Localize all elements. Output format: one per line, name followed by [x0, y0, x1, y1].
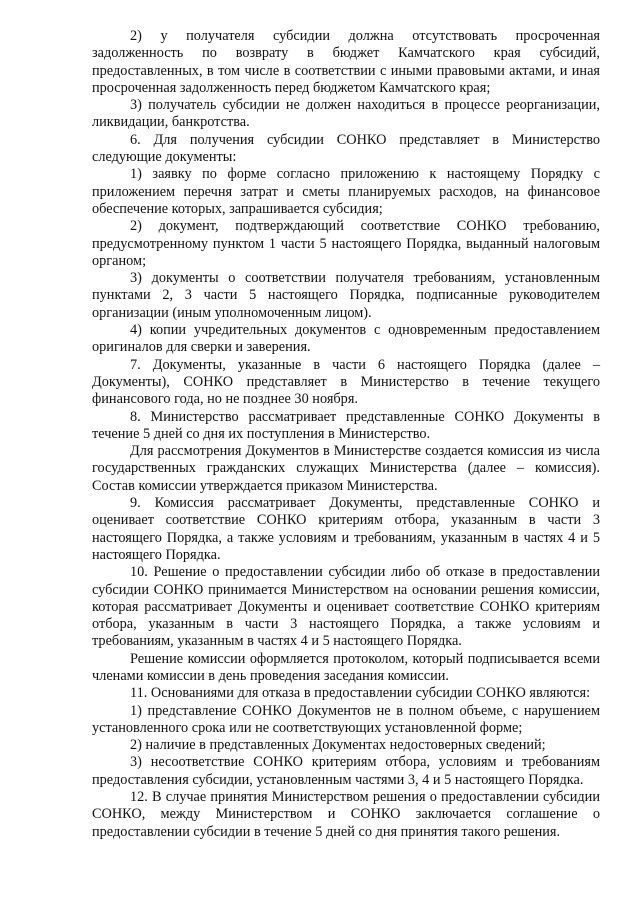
paragraph-refusal-2: 2) наличие в представленных Документах недостоверных сведений;	[130, 737, 546, 754]
paragraph-section-6: 6. Для получения субсидии СОНКО представляет в Министерство следующие документы:	[92, 131, 600, 166]
paragraph-item-2-arrears: 2) у получателя субсидии должна отсутствовать просроченная задолженность по возврату в бюджет Камчатского края субсидий, предоставленных, в том числе в соответствии с иными правовыми актами, и иная просроченная задолженность перед бюджетом Камчатского края;	[92, 28, 600, 96]
paragraph-doc-4-copies: 4) копии учредительных документов с одновременным предоставлением оригиналов для сверки и заверения.	[92, 322, 600, 356]
paragraph-item-3-reorganization: 3) получатель субсидии не должен находиться в процессе реорганизации, ликвидации, банкротства.	[92, 97, 600, 131]
paragraph-section-12: 12. В случае принятия Министерством решения о предоставлении субсидии СОНКО, между Министерством и СОНКО заключается соглашение о предоставлении субсидии в течение 5 дней со дня принятия такого решения.	[92, 789, 600, 840]
paragraph-doc-3-compliance: 3) документы о соответствии получателя требованиям, установленным пунктами 2, 3 части 5 настоящего Порядка, подписанные руководителем организации (иным уполномоченным лицом).	[92, 270, 600, 321]
paragraph-section-8: 8. Министерство рассматривает представленные СОНКО Документы в течение 5 дней со дня их поступления в Министерство.	[92, 408, 600, 442]
paragraph-section-9: 9. Комиссия рассматривает Документы, представленные СОНКО и оценивает соответствие СОНКО критериям отбора, указанным в части 3 настоящего Порядка, а также условиям и требованиям, указанным в частях 4 и 5 настоящего Порядка.	[92, 495, 600, 563]
paragraph-section-10: 10. Решение о предоставлении субсидии либо об отказе в предоставлении субсидии СОНКО принимается Министерством на основании решения комиссии, которая рассматривает Документы и оценивает соответствие СОНКО критериям отбора, указанным в части 3 настоящего Порядка, а также условиям и требованиям, указанным в частях 4 и 5 настоящего Порядка.	[92, 564, 600, 650]
document-page	[92, 28, 600, 841]
paragraph-refusal-3: 3) несоответствие СОНКО критериям отбора, условиям и требованиям предоставления субсидии, установленным частями 3, 4 и 5 настоящего Порядка.	[92, 754, 600, 788]
paragraph-refusal-1: 1) представление СОНКО Документов не в полном объеме, с нарушением установленного срока или не соответствующих установленной форме;	[92, 702, 600, 736]
paragraph-section-7: 7. Документы, указанные в части 6 настоящего Порядка (далее – Документы), СОНКО представляет в Министерство в течение текущего финансового года, но не позднее 30 ноября.	[92, 356, 600, 408]
paragraph-protocol: Решение комиссии оформляется протоколом, который подписывается всеми членами комиссии в день проведения заседания комиссии.	[92, 650, 600, 684]
paragraph-commission: Для рассмотрения Документов в Министерстве создается комиссия из числа государственных гражданских служащих Министерства (далее – комиссия). Состав комиссии утверждается приказом Министерства.	[92, 443, 600, 494]
paragraph-section-11: 11. Основаниями для отказа в предоставлении субсидии СОНКО являются:	[130, 685, 591, 702]
paragraph-doc-1-application: 1) заявку по форме согласно приложению к настоящему Порядку с приложением перечня затрат и сметы планируемых расходов, на финансовое обеспечение которых, запрашивается субсидия;	[92, 166, 600, 217]
paragraph-doc-2-tax-document: 2) документ, подтверждающий соответствие СОНКО требованию, предусмотренному пунктом 1 части 5 настоящего Порядка, выданный налоговым органом;	[92, 218, 600, 269]
